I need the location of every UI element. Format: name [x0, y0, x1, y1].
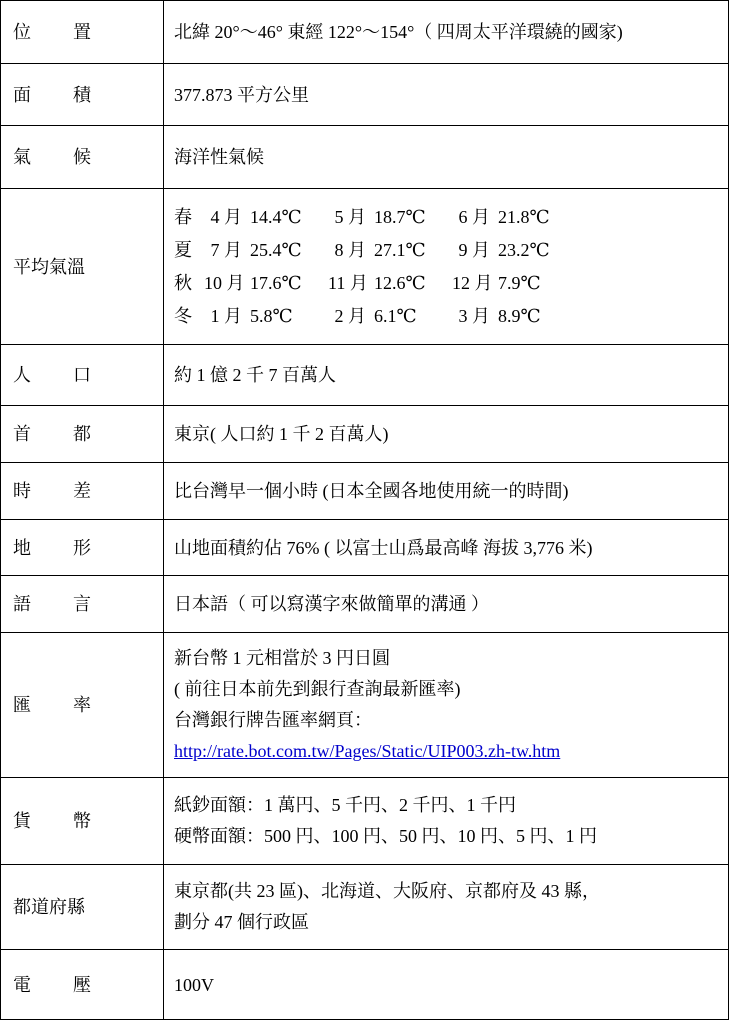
exchange-rate-link[interactable]: http://rate.bot.com.tw/Pages/Static/UIP003.zh-tw.htm — [174, 741, 561, 761]
value-currency — [164, 778, 729, 865]
value-temperature — [164, 189, 729, 345]
exchange-link-label: 台灣銀行牌告匯率網頁： — [174, 710, 372, 730]
value-terrain: 山地面積約佔 76% ( 以富士山爲最高峰 海拔 3,776 米) — [164, 520, 729, 576]
value-area: 377.873 平方公里 — [164, 64, 729, 126]
row-population — [1, 345, 729, 406]
row-language — [1, 576, 729, 633]
label-voltage: 電 壓 — [1, 950, 164, 1020]
prefectures-line-2: 劃分 47 個行政區 — [174, 912, 309, 932]
value-exchange — [164, 633, 729, 778]
temperature-row-winter: 冬 1 月 5.8℃ 2 月 6.1℃ 3 月 8.9℃ — [174, 305, 541, 326]
row-exchange — [1, 633, 729, 778]
value-language: 日本語（ 可以寫漢字來做簡單的溝通 ） — [164, 576, 729, 633]
row-area — [1, 64, 729, 126]
row-time-diff — [1, 463, 729, 520]
exchange-rate-text: 新台幣 1 元相當於 3 円日圓 — [174, 648, 390, 668]
temperature-row-summer: 夏 7 月 25.4℃ 8 月 27.1℃ 9 月 23.2℃ — [174, 239, 550, 260]
value-voltage: 100V — [164, 950, 729, 1020]
row-capital — [1, 406, 729, 463]
label-currency: 貨 幣 — [1, 778, 164, 865]
label-temperature: 平均氣溫 — [1, 189, 164, 345]
row-temperature — [1, 189, 729, 345]
label-prefectures: 都道府縣 — [1, 865, 164, 950]
label-location: 位 置 — [1, 1, 164, 64]
label-terrain: 地 形 — [1, 520, 164, 576]
label-area: 面 積 — [1, 64, 164, 126]
value-population: 約 1 億 2 千 7 百萬人 — [164, 345, 729, 406]
value-capital: 東京( 人口約 1 千 2 百萬人) — [164, 406, 729, 463]
temperature-row-spring: 春 4 月 14.4℃ 5 月 18.7℃ 6 月 21.8℃ — [174, 206, 550, 227]
label-exchange: 匯 率 — [1, 633, 164, 778]
exchange-note-text: ( 前往日本前先到銀行查詢最新匯率) — [174, 679, 461, 699]
banknote-text: 紙鈔面額：1 萬円、5 千円、2 千円、1 千円 — [174, 795, 516, 815]
label-language: 語 言 — [1, 576, 164, 633]
temperature-row-autumn: 秋 10 月 17.6℃ 11 月 12.6℃ 12 月 7.9℃ — [174, 272, 541, 293]
coin-text: 硬幣面額：500 円、100 円、50 円、10 円、5 円、1 円 — [174, 826, 597, 846]
row-location — [1, 1, 729, 64]
row-terrain — [1, 520, 729, 576]
value-prefectures — [164, 865, 729, 950]
label-population: 人 口 — [1, 345, 164, 406]
row-prefectures — [1, 865, 729, 950]
label-capital: 首 都 — [1, 406, 164, 463]
row-currency — [1, 778, 729, 865]
value-location: 北緯 20°～46° 東經 122°～154°（ 四周太平洋環繞的國家) — [164, 1, 729, 64]
prefectures-line-1: 東京都(共 23 區)、北海道、大阪府、京都府及 43 縣， — [174, 881, 600, 901]
label-time-diff: 時 差 — [1, 463, 164, 520]
row-climate — [1, 126, 729, 189]
row-voltage — [1, 950, 729, 1020]
label-climate: 氣 候 — [1, 126, 164, 189]
value-time-diff: 比台灣早一個小時 (日本全國各地使用統一的時間) — [164, 463, 729, 520]
temperature-grid — [174, 201, 728, 333]
value-climate: 海洋性氣候 — [164, 126, 729, 189]
